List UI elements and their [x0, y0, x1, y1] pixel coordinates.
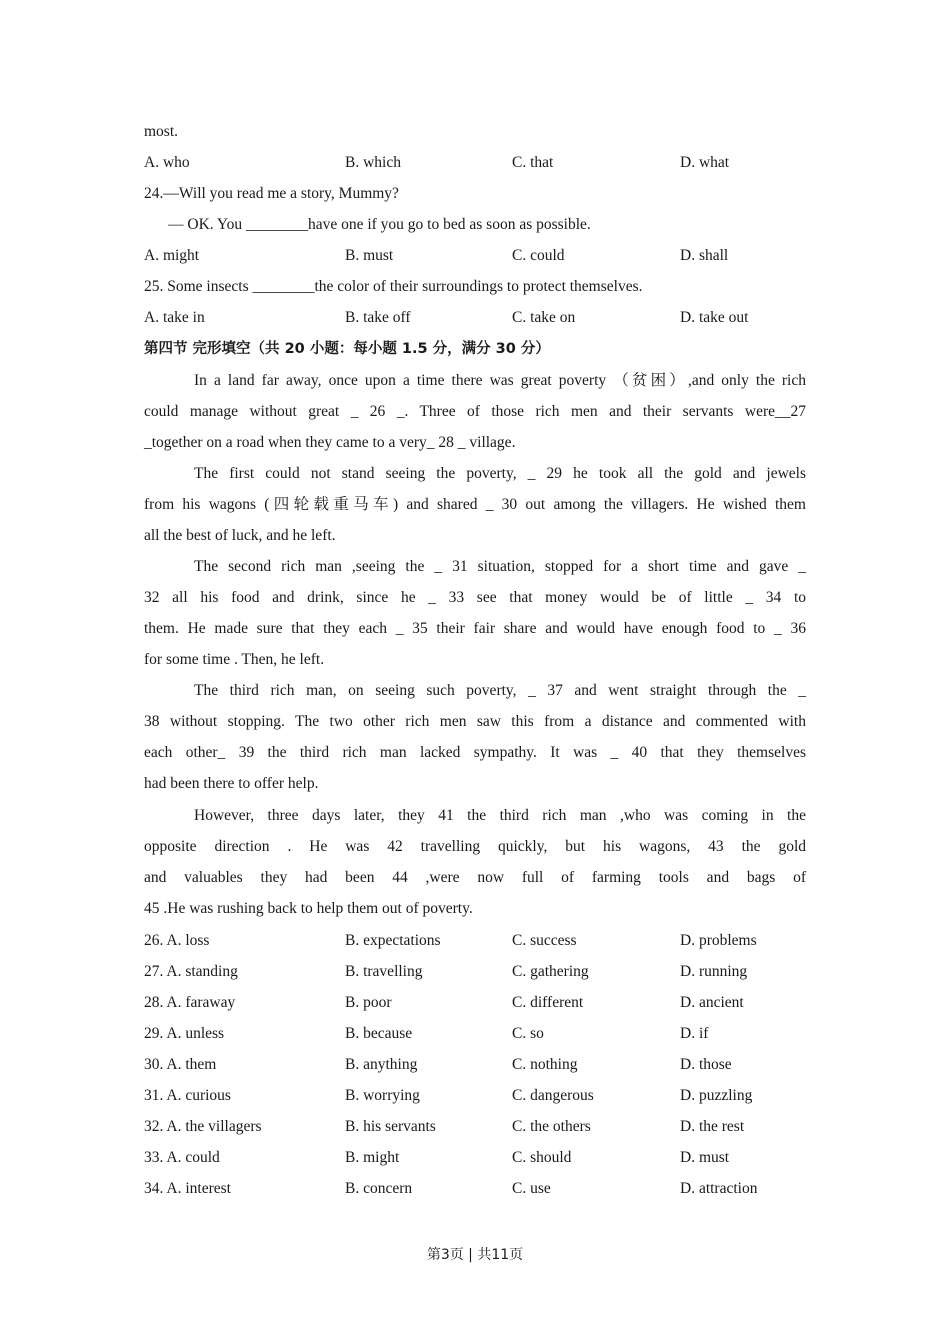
text-line: most. [144, 123, 179, 140]
option-c: C. dangerous [512, 1087, 594, 1104]
passage-line: _together on a road when they came to a very_ 28 _ village. [144, 434, 516, 451]
passage-line: The third rich man, on seeing such poverty, _ 37 and went straight through the _ [194, 682, 806, 699]
option-d: D. running [680, 963, 748, 980]
option-c: C. use [512, 1180, 551, 1197]
passage-line: In a land far away, once upon a time there was great poverty （贫困）,and only the rich [194, 372, 806, 389]
passage-line: for some time . Then, he left. [144, 651, 325, 668]
option-c: C. should [512, 1149, 572, 1166]
option-c: C. gathering [512, 963, 589, 980]
passage-line: had been there to offer help. [144, 775, 319, 792]
option-b: B. because [345, 1025, 413, 1042]
passage-line: The second rich man ,seeing the _ 31 situation, stopped for a short time and gave _ [194, 558, 806, 575]
option-b: B. might [345, 1149, 400, 1166]
option-d: D. puzzling [680, 1087, 753, 1104]
passage-line: opposite direction . He was 42 travelling quickly, but his wagons, 43 the gold [144, 838, 806, 855]
page-footer: 第3页 | 共11页 [426, 1247, 524, 1263]
option-d: D. problems [680, 932, 757, 949]
option-d: D. ancient [680, 994, 744, 1011]
passage-line: each other_ 39 the third rich man lacked sympathy. It was _ 40 that they themselves [144, 744, 806, 761]
option-b: B. concern [345, 1180, 413, 1197]
option-a: 32. A. the villagers [144, 1118, 262, 1135]
option-c: C. that [512, 154, 554, 171]
option-a: A. might [144, 247, 200, 264]
section-heading: 第四节 完形填空（共 20 小题：每小题 1.5 分，满分 30 分） [144, 341, 550, 357]
passage-line: all the best of luck, and he left. [144, 527, 336, 544]
option-a: 26. A. loss [144, 932, 210, 949]
option-c: C. so [512, 1025, 544, 1042]
option-a: 31. A. curious [144, 1087, 231, 1104]
option-a: 34. A. interest [144, 1180, 231, 1197]
option-a: 28. A. faraway [144, 994, 236, 1011]
option-a: 30. A. them [144, 1056, 217, 1073]
option-d: D. must [680, 1149, 730, 1166]
option-c: C. take on [512, 309, 576, 326]
option-b: B. which [345, 154, 401, 171]
option-a: 29. A. unless [144, 1025, 225, 1042]
option-d: D. if [680, 1025, 709, 1042]
passage-line: and valuables they had been 44 ,were now full of farming tools and bags of [144, 869, 806, 886]
option-d: D. what [680, 154, 730, 171]
passage-line: 45 .He was rushing back to help them out of poverty. [144, 900, 473, 917]
option-a: 33. A. could [144, 1149, 220, 1166]
option-d: D. those [680, 1056, 732, 1073]
passage-line: 38 without stopping. The two other rich men saw this from a distance and commented with [144, 713, 806, 730]
option-d: D. attraction [680, 1180, 758, 1197]
option-b: B. travelling [345, 963, 423, 980]
option-c: C. different [512, 994, 584, 1011]
option-c: C. nothing [512, 1056, 578, 1073]
passage-line: could manage without great _ 26 _. Three of those rich men and their servants were__27 [144, 403, 806, 420]
question-24-reply: — OK. You ________have one if you go to bed as soon as possible. [168, 216, 591, 233]
passage-line: However, three days later, they 41 the third rich man ,who was coming in the [194, 807, 806, 824]
option-c: C. the others [512, 1118, 591, 1135]
option-a: A. who [144, 154, 190, 171]
option-d: D. the rest [680, 1118, 745, 1135]
option-b: B. his servants [345, 1118, 436, 1135]
option-b: B. anything [345, 1056, 418, 1073]
option-d: D. shall [680, 247, 729, 264]
option-c: C. success [512, 932, 577, 949]
option-b: B. worrying [345, 1087, 420, 1104]
passage-line: The first could not stand seeing the poverty, _ 29 he took all the gold and jewels [194, 465, 806, 482]
passage-line: 32 all his food and drink, since he _ 33 see that money would be of little _ 34 to [144, 589, 806, 606]
option-b: B. expectations [345, 932, 441, 949]
question-24: 24.—Will you read me a story, Mummy? [144, 185, 399, 202]
passage-line: from his wagons (四轮载重马车) and shared _ 30 out among the villagers. He wished them [144, 496, 806, 513]
option-d: D. take out [680, 309, 749, 326]
option-a: A. take in [144, 309, 205, 326]
option-b: B. must [345, 247, 394, 264]
option-c: C. could [512, 247, 565, 264]
passage-line: them. He made sure that they each _ 35 their fair share and would have enough food to _ 36 [144, 620, 806, 637]
option-b: B. poor [345, 994, 392, 1011]
question-25: 25. Some insects ________the color of their surroundings to protect themselves. [144, 278, 643, 295]
option-b: B. take off [345, 309, 411, 326]
option-a: 27. A. standing [144, 963, 238, 980]
